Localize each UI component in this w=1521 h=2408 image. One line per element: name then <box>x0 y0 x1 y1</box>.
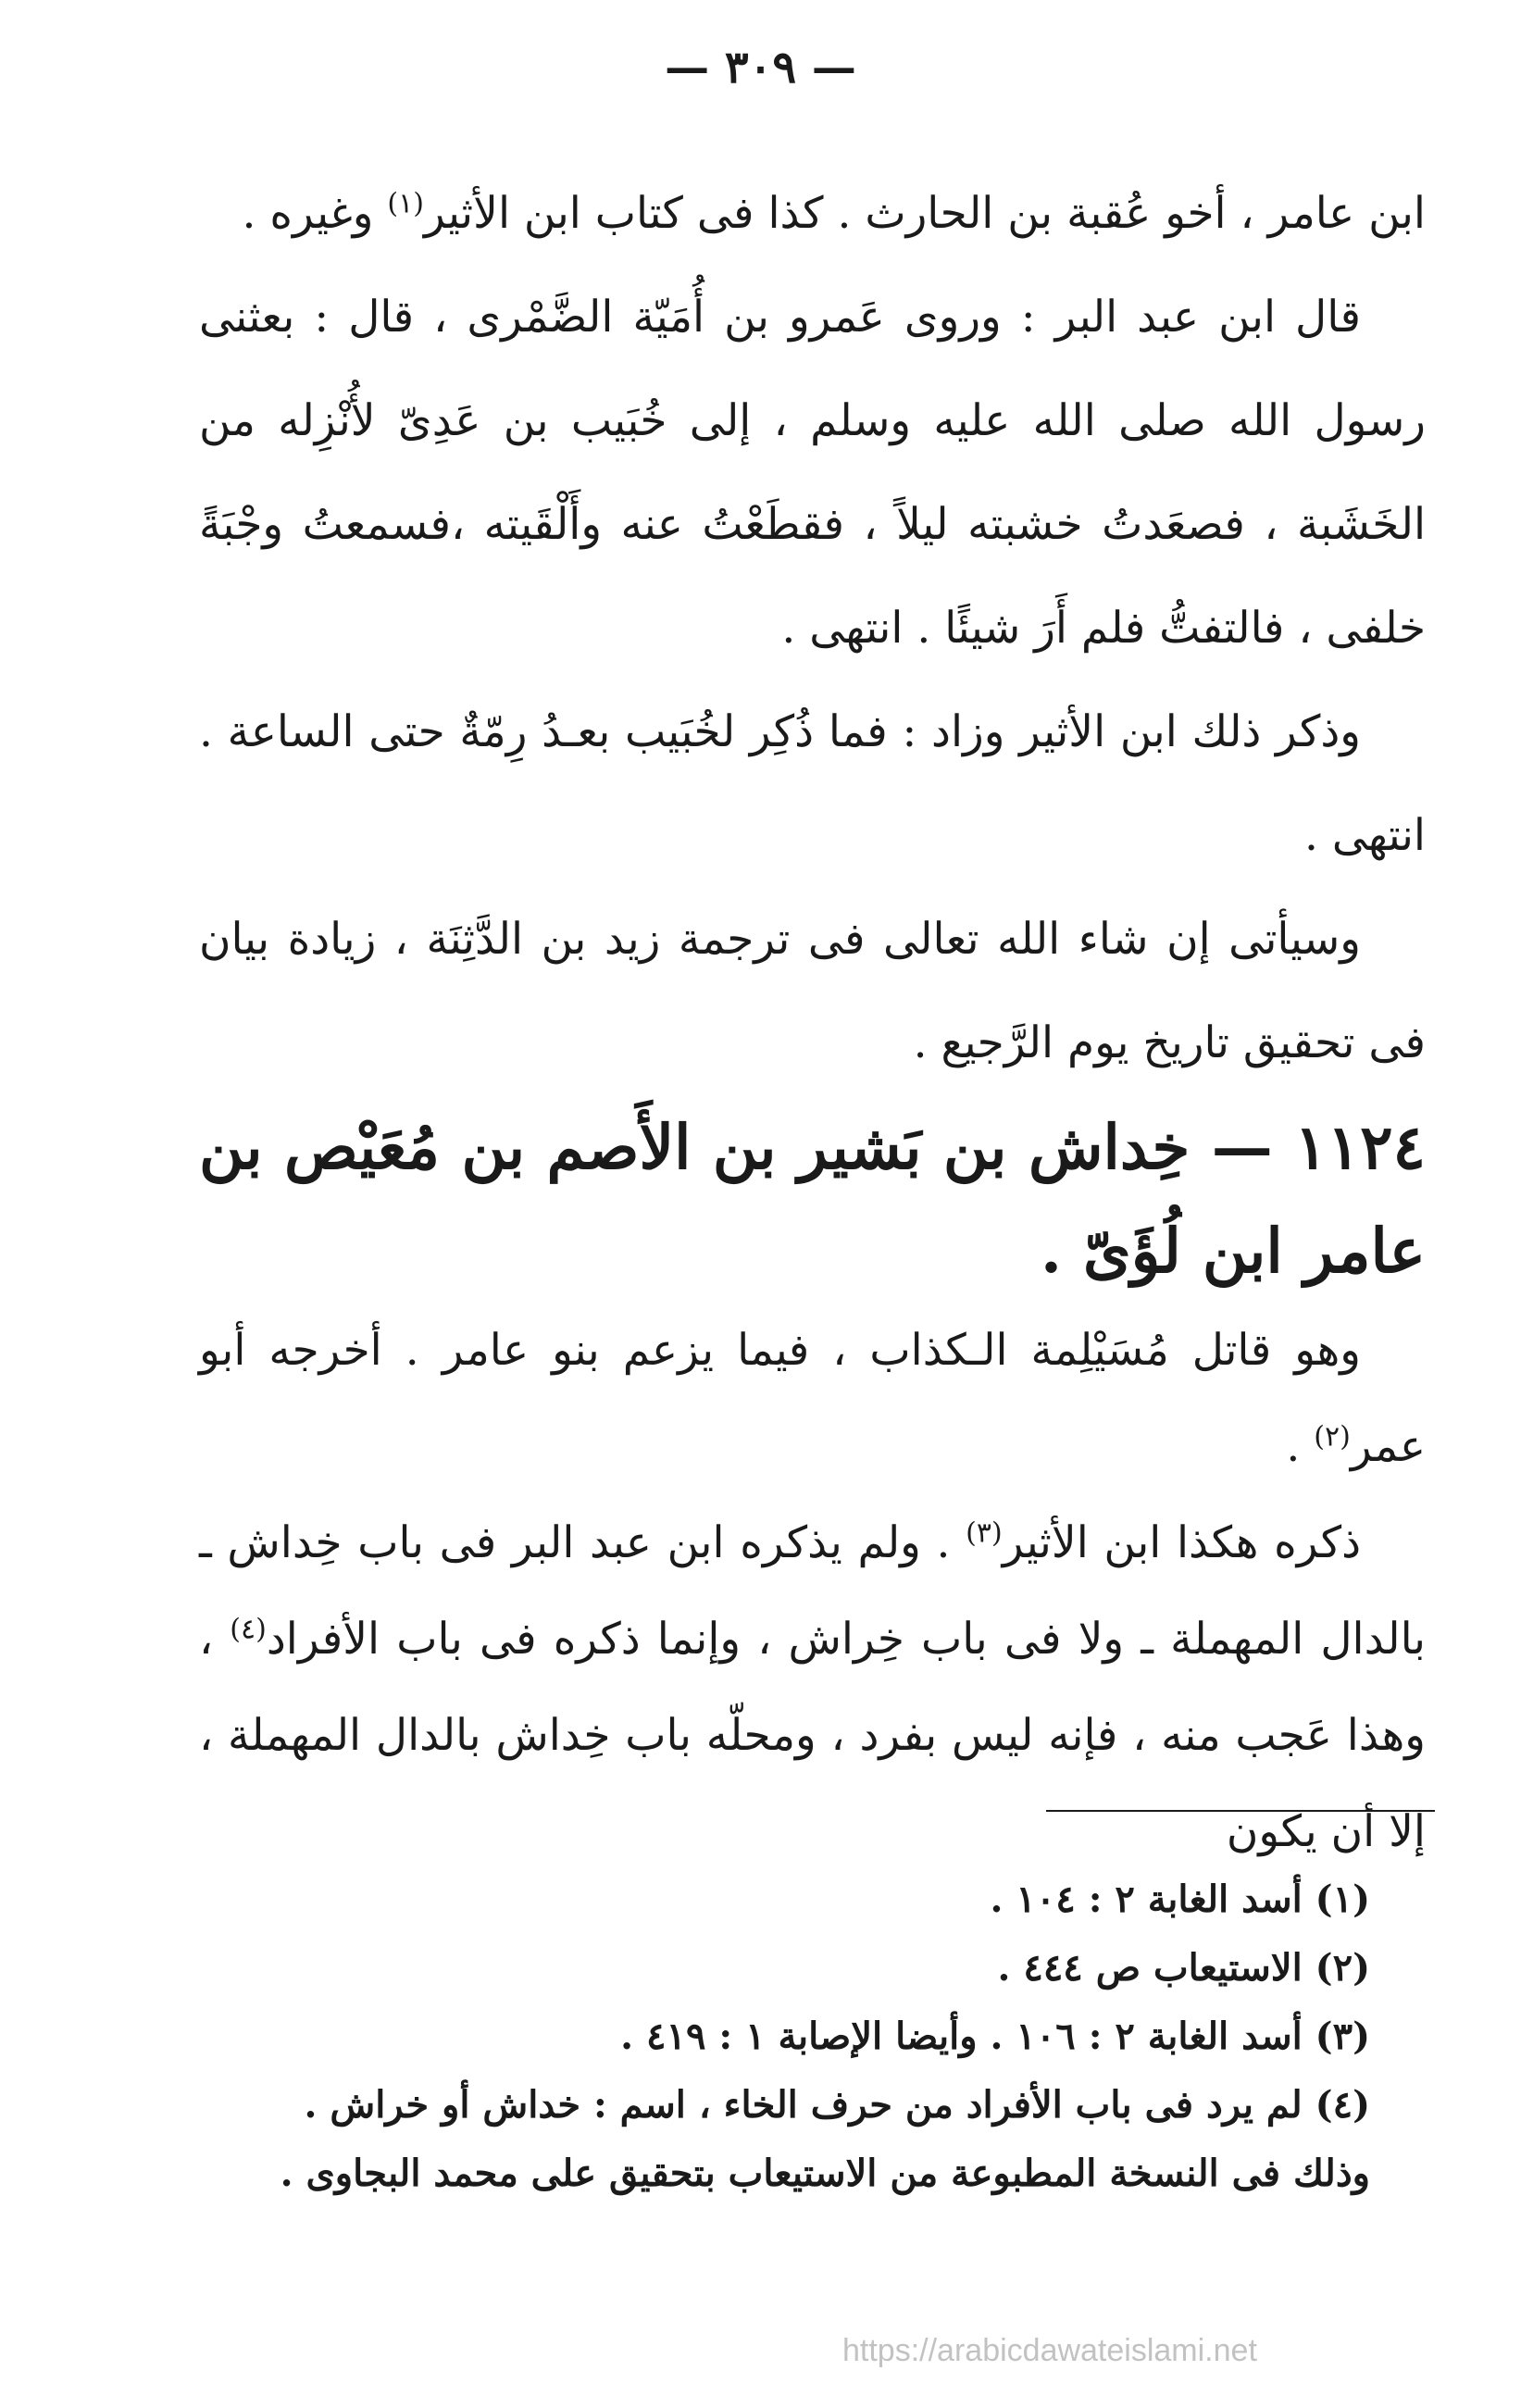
main-text <box>199 162 1426 1880</box>
footnote: (١) أسد الغابة ٢ : ١٠٤ . <box>990 1878 1370 1921</box>
paragraph-text: ذكره هكذا ابن الأثير <box>1002 1517 1361 1568</box>
footnote-ref: (٣) <box>966 1516 1003 1550</box>
entry-heading: ١١٢٤ — خِداش بن بَشير بن الأَصم بن مُعَيْص بن عامر ابن لُؤَىّ . <box>199 1111 1426 1287</box>
footnote-ref: (١) <box>387 187 424 220</box>
footnote-divider <box>1046 1810 1435 1812</box>
footnote-ref: (٤) <box>230 1613 267 1646</box>
paragraph-text: ابن عامر ، أخو عُقبة بن الحارث . كذا فى كتاب ابن الأثير <box>423 188 1426 239</box>
footnote: (٢) الاستيعاب ص ٤٤٤ . <box>997 1946 1370 1990</box>
footnote-ref: (٢) <box>1314 1420 1351 1454</box>
paragraph-text: وهو قاتل مُسَيْلِمة الـكذاب ، فيما يزعم بنو عامر . أخرجه أبو عمر <box>199 1325 1426 1472</box>
paragraph: وسيأتى إن شاء الله تعالى فى ترجمة زيد بن الدَّثِنَة ، زيادة بيان فى تحقيق تاريخ يوم الرَّجيع . <box>199 914 1426 1068</box>
paragraph <box>199 1303 1426 1495</box>
paragraph: قال ابن عبد البر : وروى عَمرو بن أُمَيّة الضَّمْرى ، قال : بعثنى رسول الله صلى الله عليه وسلم ، إلى خُبَيب بن عَدِىّ لأُنْزِله من الخَشَبة ، فصعَدتُ خشبته ليلاً ، فقطَعْتُ عنه وأَلْقَيته ،فسمعتُ وجْبَةً خلفى ، فالتفتُّ فلم أَرَ شيئًا . انتهى . <box>199 292 1426 654</box>
paragraph-text: . ولم يذكره ابن عبد البر فى باب خِداش ـ بالدال المهملة ـ ولا فى باب خِراش ، وإنما ذكره فى باب الأفراد <box>199 1517 1426 1665</box>
footnote: (٣) أسد الغابة ٢ : ١٠٦ . وأيضا الإصابة ١ : ٤١٩ . <box>620 2015 1370 2058</box>
paragraph <box>199 162 1426 266</box>
footnotes <box>231 1865 1370 2208</box>
paragraph-text: ، وهذا عَجب منه ، فإنه ليس بفرد ، ومحلّه باب خِداش بالدال المهملة ، إلا أن يكون <box>199 1614 1426 1857</box>
paragraph <box>199 1495 1426 1880</box>
paragraph-text: وغيره . <box>242 188 388 239</box>
footnote: (٤) لم يرد فى باب الأفراد من حرف الخاء ، اسم : خداش أو خراش . وذلك فى النسخة المطبوعة من الاستيعاب بتحقيق على محمد البجاوى . <box>280 2083 1370 2195</box>
page-number: — ٣٠٩ — <box>665 42 856 94</box>
paragraph: وذكر ذلك ابن الأثير وزاد : فما ذُكِر لخُبَيب بعـدُ رِمّةٌ حتى الساعة . انتهى . <box>199 706 1426 861</box>
watermark-url: https://arabicdawateislami.net <box>842 2333 1257 2368</box>
paragraph-text: . <box>1286 1421 1315 1472</box>
